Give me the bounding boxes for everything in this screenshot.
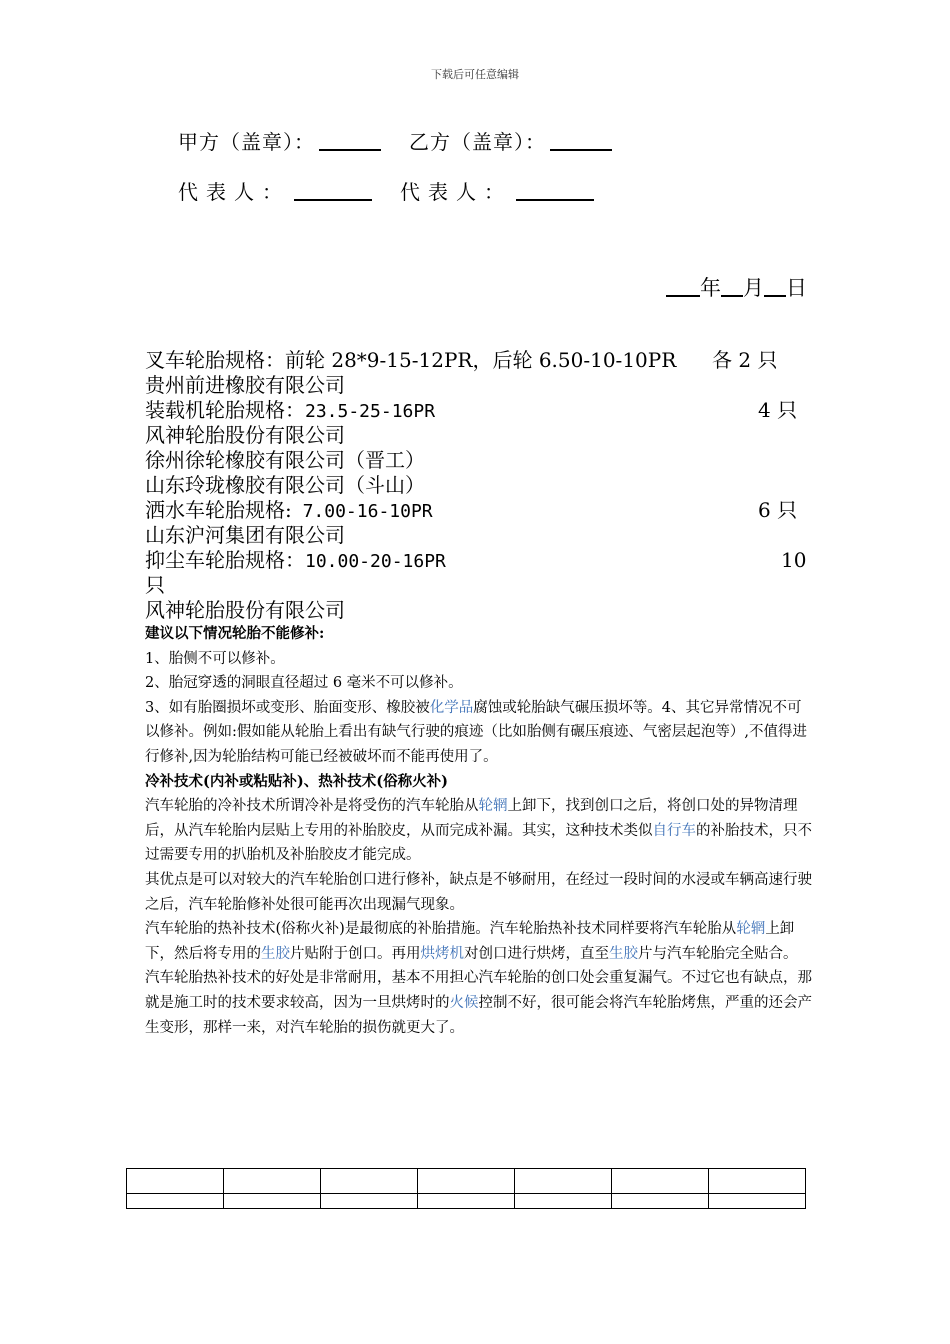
list-item-1: 1、胎侧不可以修补。: [145, 650, 285, 667]
spec-company: 风神轮胎股份有限公司: [145, 423, 345, 447]
signature-row-reps: [178, 176, 594, 205]
spec-sprinkler: [145, 498, 810, 523]
header-note: 下载后可任意编辑: [431, 68, 519, 81]
date-year: 年: [700, 276, 721, 300]
table-row: [127, 1169, 806, 1194]
spec-company: 贵州前进橡胶有限公司: [145, 373, 345, 397]
table-cell: [515, 1194, 612, 1209]
table-row: [127, 1194, 806, 1209]
table-cell: [515, 1169, 612, 1194]
date-day: 日: [786, 276, 807, 300]
spec-dust-truck-label: 抑尘车轮胎规格：: [145, 548, 305, 572]
link-raw-rubber[interactable]: 生胶: [609, 945, 638, 962]
table-cell: [612, 1194, 709, 1209]
table-cell: [321, 1169, 418, 1194]
table-cell: [418, 1194, 515, 1209]
spec-company: 山东沪河集团有限公司: [145, 523, 345, 547]
link-raw-rubber[interactable]: 生胶: [261, 945, 290, 962]
spec-forklift-text: 叉车轮胎规格：前轮 28*9-15-12PR，后轮 6.50-10-10PR: [145, 348, 677, 372]
link-baking-machine[interactable]: 烘烤机: [420, 945, 464, 962]
date-line: [666, 272, 807, 302]
rep-b-label: 代表人：: [400, 180, 512, 204]
rep-a-blank: [294, 198, 372, 201]
paragraph-hot-repair: 汽车轮胎的热补技术(俗称火补)是最彻底的补胎措施。汽车轮胎热补技术同样要将汽车轮胎从轮辋上卸下，然后将专用的生胶片贴附于创口。再用烘烤机对创口进行烘烤，直至生胶片与汽车轮胎完全贴合。: [145, 921, 798, 962]
spec-forklift-qty: 各 2 只: [712, 348, 778, 372]
party-b-label: 乙方（盖章）：: [409, 130, 546, 154]
table-cell: [127, 1194, 224, 1209]
spec-dust-truck-qty-wrap: 只: [145, 573, 165, 597]
rep-b-blank: [516, 198, 594, 201]
rep-a-label: 代表人：: [178, 180, 290, 204]
spec-loader-value: 23.5-25-16PR: [305, 401, 436, 422]
party-b-blank: [550, 148, 612, 151]
link-bicycle[interactable]: 自行车: [652, 822, 696, 839]
spec-dust-truck-value: 10.00-20-16PR: [305, 551, 446, 572]
link-chemical[interactable]: 化学品: [429, 699, 474, 716]
table-cell: [709, 1194, 806, 1209]
heading-no-repair: 建议以下情况轮胎不能修补:: [145, 625, 325, 642]
spec-sprinkler-value: 7.00-16-10PR: [291, 501, 433, 522]
spec-dust-truck: [145, 548, 810, 573]
spec-company: 徐州徐轮橡胶有限公司（晋工）: [145, 448, 425, 472]
table-cell: [224, 1169, 321, 1194]
heading-repair-methods: 冷补技术(内补或粘贴补)、热补技术(俗称火补): [145, 772, 448, 790]
empty-footer-table: [126, 1168, 806, 1209]
article-body: [145, 622, 815, 1040]
party-a-blank: [319, 148, 381, 151]
tire-spec-list: [145, 348, 810, 623]
table-cell: [709, 1169, 806, 1194]
paragraph-cold-pros-cons: 其优点是可以对较大的汽车轮胎创口进行修补，缺点是不够耐用，在经过一段时间的水浸或车辆高速行驶之后，汽车轮胎修补处很可能再次出现漏气现象。: [145, 871, 812, 913]
spec-company: 风神轮胎股份有限公司: [145, 598, 345, 622]
spec-sprinkler-label: 洒水车轮胎规格:: [145, 498, 292, 522]
table-cell: [321, 1194, 418, 1209]
table-cell: [127, 1169, 224, 1194]
table-cell: [612, 1169, 709, 1194]
spec-company: 山东玲珑橡胶有限公司（斗山）: [145, 473, 425, 497]
spec-loader-qty: 4 只: [758, 398, 798, 422]
link-rim[interactable]: 轮辋: [478, 798, 508, 815]
spec-loader-label: 装载机轮胎规格：: [145, 398, 305, 422]
signature-row-parties: [178, 126, 612, 155]
paragraph-hot-pros-cons: 汽车轮胎热补技术的好处是非常耐用，基本不用担心汽车轮胎的创口处会重复漏气。不过它也有缺点，那就是施工时的技术要求较高，因为一旦烘烤时的火候控制不好，很可能会将汽车轮胎烤焦，严重的还会产生变形，那样一来，对汽车轮胎的损伤就更大了。: [145, 970, 812, 1036]
table-cell: [224, 1194, 321, 1209]
spec-dust-truck-qty: 10: [781, 548, 807, 572]
link-rim[interactable]: 轮辋: [736, 921, 766, 938]
link-heat-control[interactable]: 火候: [449, 994, 479, 1011]
spec-loader: [145, 398, 810, 423]
paragraph-cold-repair: 汽车轮胎的冷补技术所谓冷补是将受伤的汽车轮胎从轮辋上卸下，找到创口之后，将创口处的异物清理后，从汽车轮胎内层贴上专用的补胎胶皮，从而完成补漏。其实，这种技术类似自行车的补胎技术，只不过需要专用的扒胎机及补胎胶皮才能完成。: [145, 798, 812, 864]
date-month: 月: [743, 276, 764, 300]
table-cell: [418, 1169, 515, 1194]
spec-sprinkler-qty: 6 只: [758, 498, 798, 522]
list-item-3: 3、如有胎圈损坏或变形、胎面变形、橡胶被化学品腐蚀或轮胎缺气碾压损坏等。4、其它异常情况不可以修补。例如:假如能从轮胎上看出有缺气行驶的痕迹（比如胎侧有碾压痕迹、气密层起泡等）,不值得进行修补,因为轮胎结构可能已经被破坏而不能再使用了。: [145, 699, 807, 765]
spec-forklift: [145, 348, 810, 373]
party-a-label: 甲方（盖章）：: [178, 130, 315, 154]
list-item-2: 2、胎冠穿透的洞眼直径超过 6 毫米不可以修补。: [145, 675, 463, 692]
